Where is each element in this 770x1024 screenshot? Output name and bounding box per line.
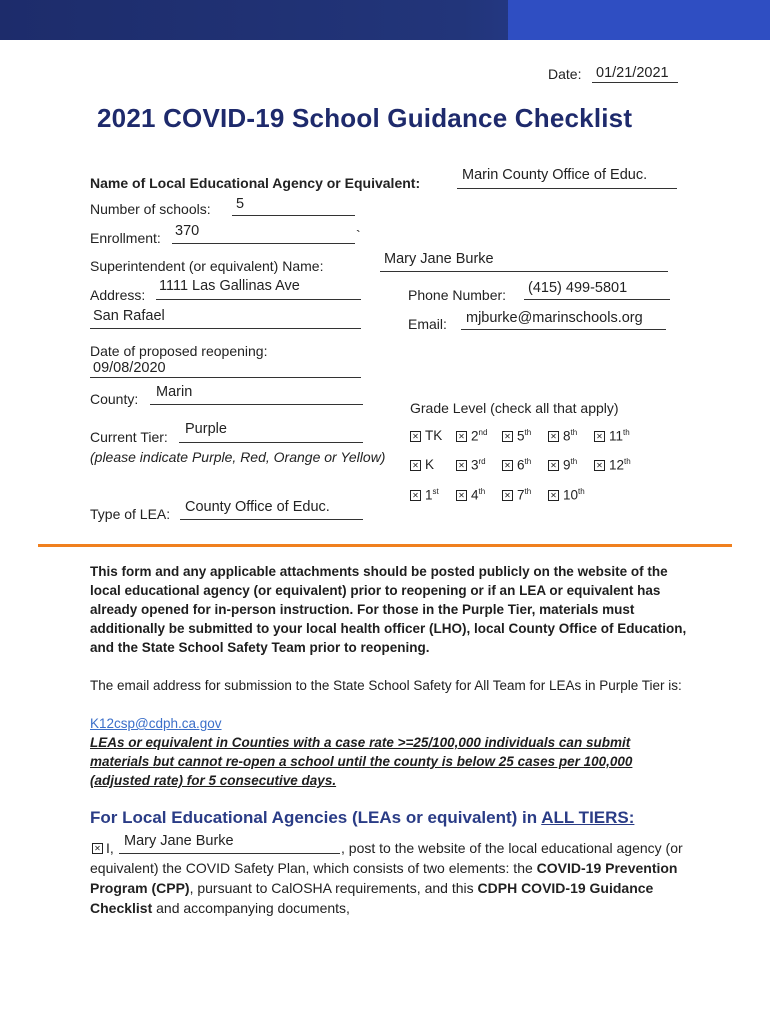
grade-ordinal: rd — [478, 457, 486, 466]
checked-box-icon: ✕ — [502, 431, 513, 442]
checked-box-icon: ✕ — [502, 490, 513, 501]
checked-box-icon: ✕ — [456, 490, 467, 501]
grade-checkbox-3[interactable] — [456, 457, 486, 473]
grade-checkbox-5[interactable] — [502, 428, 531, 444]
grade-ordinal: th — [578, 487, 585, 496]
grade-checkbox-6[interactable] — [502, 457, 531, 473]
superintendent-value: Mary Jane Burke — [384, 251, 494, 267]
grade-label: 3 — [471, 457, 479, 473]
grade-label: 4 — [471, 487, 479, 503]
grade-checkbox-8[interactable] — [548, 428, 577, 444]
grade-checkbox-11[interactable] — [594, 428, 630, 444]
phone-label: Phone Number: — [408, 287, 507, 303]
grade-ordinal: st — [432, 487, 439, 496]
tier-underline — [179, 442, 363, 443]
reopen-label: Date of proposed reopening: — [90, 343, 268, 359]
lea-name-label: Name of Local Educational Agency or Equivalent: — [90, 175, 421, 191]
grade-checkbox-4[interactable] — [456, 487, 485, 503]
attestation-prefix: I, — [106, 840, 114, 856]
superintendent-label: Superintendent (or equivalent) Name: — [90, 258, 324, 274]
email-value: mjburke@marinschools.org — [466, 310, 643, 326]
posting-notice: This form and any applicable attachments should be posted publicly on the website of the local educational agency (or equivalent) prior to reopening or if an LEA or equivalent has already opened for in-person instruction. For those in the Purple Tier, materials must additionally be submitted to your local health officer (LHO), local County Office of Education, and the State School Safety Team prior to reopening. — [90, 564, 687, 655]
lea-type-label: Type of LEA: — [90, 506, 171, 522]
email-underline — [461, 329, 666, 330]
tier-label: Current Tier: — [90, 429, 168, 445]
grade-label: 6 — [517, 457, 525, 473]
grade-checkbox-7[interactable] — [502, 487, 531, 503]
address-line2-underline — [90, 328, 361, 329]
submission-email-text: The email address for submission to the State School Safety for All Team for LEAs in Purple Tier is: — [90, 678, 682, 693]
all-tiers-heading — [90, 808, 634, 828]
grade-ordinal: th — [524, 428, 532, 437]
grade-ordinal: th — [624, 457, 631, 466]
email-label: Email: — [408, 316, 447, 332]
tier-value: Purple — [185, 421, 227, 437]
address-label: Address: — [90, 287, 146, 303]
lea-type-value: County Office of Educ. — [185, 499, 330, 515]
date-value: 01/21/2021 — [596, 65, 669, 81]
reopen-underline — [90, 377, 361, 378]
submission-email-link[interactable]: K12csp@cdph.ca.gov — [90, 716, 222, 731]
grade-checkbox-1[interactable] — [410, 487, 439, 503]
checked-box-icon: ✕ — [410, 431, 421, 442]
address-value: 1111 Las Gallinas Ave — [159, 278, 300, 294]
lea-type-underline — [180, 519, 363, 520]
grade-label: TK — [425, 428, 443, 443]
schools-label: Number of schools: — [90, 201, 211, 217]
checklist-bold: CDPH COVID-19 Guidance Checklist — [90, 880, 654, 916]
grade-ordinal: th — [570, 428, 578, 437]
grade-label: 2 — [471, 428, 479, 444]
checked-box-icon: ✕ — [548, 431, 559, 442]
grade-label: 10 — [563, 487, 579, 503]
grade-level-label: Grade Level (check all that apply) — [410, 400, 619, 416]
date-label: Date: — [548, 66, 582, 82]
checked-box-icon: ✕ — [456, 460, 467, 471]
grade-label: 9 — [563, 457, 571, 473]
checked-box-icon: ✕ — [410, 490, 421, 501]
attestation-text — [90, 838, 690, 918]
grade-checkbox-12[interactable] — [594, 457, 631, 473]
enrollment-label: Enrollment: — [90, 230, 161, 246]
grade-ordinal: th — [570, 457, 578, 466]
attestation-name: Mary Jane Burke — [124, 833, 234, 849]
attestation-checkbox[interactable]: ✕ — [92, 843, 103, 854]
checked-box-icon: ✕ — [410, 460, 421, 471]
county-value: Marin — [156, 384, 193, 400]
checked-box-icon: ✕ — [502, 460, 513, 471]
checked-box-icon: ✕ — [594, 431, 605, 442]
reopen-value: 09/08/2020 — [93, 360, 166, 376]
checked-box-icon: ✕ — [548, 490, 559, 501]
schools-underline — [232, 215, 355, 216]
attestation-text-3: and accompanying documents, — [152, 900, 350, 916]
address-line2-value: San Rafael — [93, 308, 165, 324]
section-divider — [38, 544, 732, 547]
grade-label: 1 — [425, 487, 433, 503]
case-rate-warning: LEAs or equivalent in Counties with a case rate >=25/100,000 individuals can submit materials but cannot re-open a school until the county is below 25 cases per 100,000 (adjusted rate) for 5 consecutive days. — [90, 735, 633, 788]
grade-checkbox-k[interactable] — [410, 457, 434, 472]
enrollment-underline — [172, 243, 355, 244]
lea-name-underline — [457, 188, 677, 189]
all-tiers-heading-text: For Local Educational Agencies (LEAs or equivalent) in — [90, 808, 542, 827]
phone-underline — [524, 299, 670, 300]
checked-box-icon: ✕ — [456, 431, 467, 442]
cpp-bold: COVID-19 Prevention Program (CPP) — [90, 860, 678, 896]
grade-ordinal: th — [478, 487, 486, 496]
grade-label: 11 — [609, 428, 624, 444]
county-label: County: — [90, 391, 139, 407]
grade-label: K — [425, 457, 435, 472]
phone-value: (415) 499-5801 — [528, 280, 628, 296]
date-underline — [592, 82, 678, 83]
checked-box-icon: ✕ — [594, 460, 605, 471]
checked-box-icon: ✕ — [548, 460, 559, 471]
county-underline — [150, 404, 363, 405]
grade-checkbox-2[interactable] — [456, 428, 487, 444]
all-tiers-heading-emph: ALL TIERS: — [541, 808, 635, 827]
grade-checkbox-9[interactable] — [548, 457, 577, 473]
grade-label: 7 — [517, 487, 525, 503]
grade-ordinal: nd — [478, 428, 488, 437]
superintendent-underline — [380, 271, 668, 272]
schools-value: 5 — [236, 196, 245, 212]
grade-ordinal: th — [623, 428, 630, 437]
enrollment-tick: ` — [356, 227, 361, 243]
tier-note: (please indicate Purple, Red, Orange or Yellow) — [90, 449, 386, 465]
grade-label: 12 — [609, 457, 625, 473]
attestation-text-1: , post to the website of the local educational agency (or equivalent) the COVID Safety Plan, which consists of two elements: the — [90, 840, 683, 876]
grade-checkbox-10[interactable] — [548, 487, 585, 503]
grade-ordinal: th — [524, 457, 532, 466]
enrollment-value: 370 — [175, 223, 200, 239]
lea-name-value: Marin County Office of Educ. — [462, 167, 648, 183]
grade-checkbox-tk[interactable] — [410, 428, 442, 443]
grade-label: 8 — [563, 428, 571, 444]
header-band-accent — [508, 0, 770, 40]
page-title: 2021 COVID-19 School Guidance Checklist — [97, 103, 633, 133]
grade-label: 5 — [517, 428, 525, 444]
grade-ordinal: th — [524, 487, 532, 496]
attestation-text-2: , pursuant to CalOSHA requirements, and this — [189, 880, 478, 896]
address-underline — [156, 299, 361, 300]
